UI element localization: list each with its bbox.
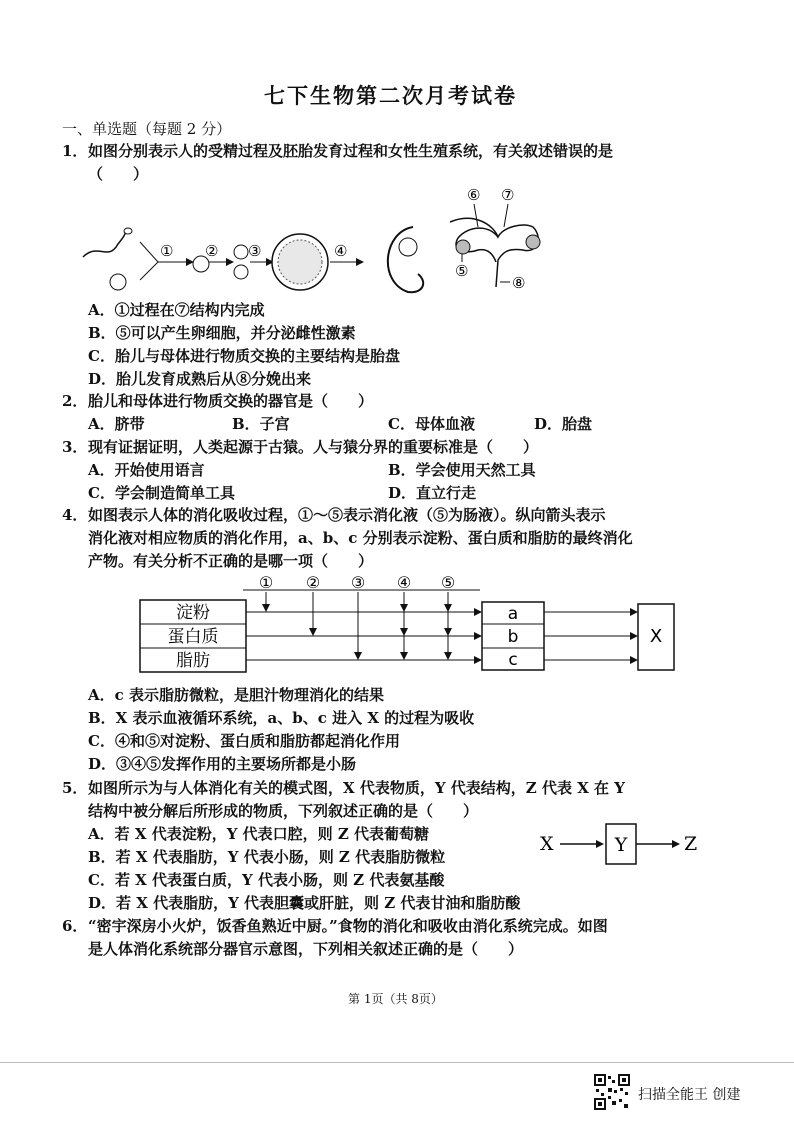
question-stem: 如图表示人体的消化吸收过程，①～⑤表示消化液（⑤为肠液）。纵向箭头表示: [88, 506, 606, 524]
option: A．脐带: [88, 415, 145, 433]
figure-label: ③: [248, 242, 262, 260]
section-heading: 一、单选题（每题 2 分）: [62, 120, 232, 138]
option: B．子宫: [232, 415, 290, 433]
question-number: 4．: [62, 506, 88, 524]
option: C．胎儿与母体进行物质交换的主要结构是胎盘: [88, 347, 400, 365]
option: C．④和⑤对淀粉、蛋白质和脂肪都起消化作用: [88, 732, 400, 750]
figure-label: ④: [334, 242, 348, 260]
option: B．⑤可以产生卵细胞，并分泌雌性激素: [88, 324, 356, 342]
option: C．学会制造简单工具: [88, 484, 235, 502]
z-label: Z: [684, 833, 698, 855]
option: D．胎儿发育成熟后从⑧分娩出来: [88, 370, 312, 388]
xyz-figure: [536, 820, 706, 868]
question-stem: 产物。有关分析不正确的是哪一项（ ）: [88, 552, 374, 570]
fertilization-figure: [78, 182, 548, 302]
nutrient-label: 淀粉: [176, 603, 210, 623]
figure-label: ⑥: [467, 186, 481, 204]
scan-divider: [0, 1062, 794, 1063]
juice-label: ③: [350, 573, 366, 592]
page-number: 第 1页（共 8页）: [348, 992, 443, 1006]
x-label: X: [540, 833, 554, 855]
product-label: a: [507, 604, 519, 624]
question-number: 6．: [62, 917, 88, 935]
question-stem: 如图分别表示人的受精过程及胚胎发育过程和女性生殖系统，有关叙述错误的是: [88, 142, 614, 160]
option: A．开始使用语言: [88, 461, 205, 479]
option: D．③④⑤发挥作用的主要场所都是小肠: [88, 755, 357, 773]
option: A．若 X 代表淀粉，Y 代表口腔，则 Z 代表葡萄糖: [88, 825, 430, 843]
option: D．若 X 代表脂肪，Y 代表胆囊或肝脏，则 Z 代表甘油和脂肪酸: [88, 894, 521, 912]
system-label: X: [649, 626, 663, 647]
nutrient-label: 脂肪: [176, 651, 210, 671]
juice-label: ②: [305, 573, 321, 592]
y-label: Y: [614, 834, 628, 856]
figure-label: ⑤: [455, 262, 469, 280]
juice-label: ⑤: [440, 573, 456, 592]
option: A．①过程在⑦结构内完成: [88, 301, 265, 319]
option: D．胎盘: [534, 415, 593, 433]
question-number: 5．: [62, 779, 88, 797]
qr-code-icon: [594, 1074, 630, 1110]
juice-label: ④: [396, 573, 412, 592]
question-stem: 结构中被分解后所形成的物质，下列叙述正确的是（ ）: [88, 802, 479, 820]
juice-label: ①: [258, 573, 274, 592]
question-stem: 现有证据证明，人类起源于古猿。人与猿分界的重要标准是（ ）: [88, 438, 539, 456]
question-number: 3．: [62, 438, 88, 456]
question-stem: （ ）: [88, 165, 149, 183]
figure-label: ⑦: [501, 186, 515, 204]
option: A．c 表示脂肪微粒，是胆汁物理消化的结果: [88, 686, 384, 704]
product-label: b: [507, 627, 519, 647]
question-stem: “密宇深房小火炉，饭香鱼熟近中厨。”食物的消化和吸收由消化系统完成。如图: [88, 917, 608, 935]
question-number: 1．: [62, 142, 88, 160]
option: C．若 X 代表蛋白质，Y 代表小肠，则 Z 代表氨基酸: [88, 871, 445, 889]
figure-label: ②: [205, 242, 219, 260]
question-stem: 是人体消化系统部分器官示意图，下列相关叙述正确的是（ ）: [88, 940, 524, 958]
option: C．母体血液: [388, 415, 475, 433]
question-stem: 消化液对相应物质的消化作用，a、b、c 分别表示淀粉、蛋白质和脂肪的最终消化: [88, 529, 633, 547]
option: D．直立行走: [388, 484, 477, 502]
exam-title: 七下生物第二次月考试卷: [264, 83, 517, 108]
question-stem: 如图所示为与人体消化有关的模式图，X 代表物质，Y 代表结构，Z 代表 X 在 Y: [88, 779, 625, 797]
option: B．学会使用天然工具: [388, 461, 536, 479]
question-number: 2．: [62, 392, 88, 410]
product-label: c: [508, 650, 518, 670]
scanner-watermark: 扫描全能王 创建: [638, 1087, 741, 1103]
option: B．X 表示血液循环系统，a、b、c 进入 X 的过程为吸收: [88, 709, 475, 727]
option: B．若 X 代表脂肪，Y 代表小肠，则 Z 代表脂肪微粒: [88, 848, 446, 866]
digestion-figure: [138, 574, 678, 674]
figure-label: ①: [160, 242, 174, 260]
figure-label: ⑧: [512, 274, 526, 292]
question-stem: 胎儿和母体进行物质交换的器官是（ ）: [88, 392, 374, 410]
nutrient-label: 蛋白质: [167, 627, 219, 647]
